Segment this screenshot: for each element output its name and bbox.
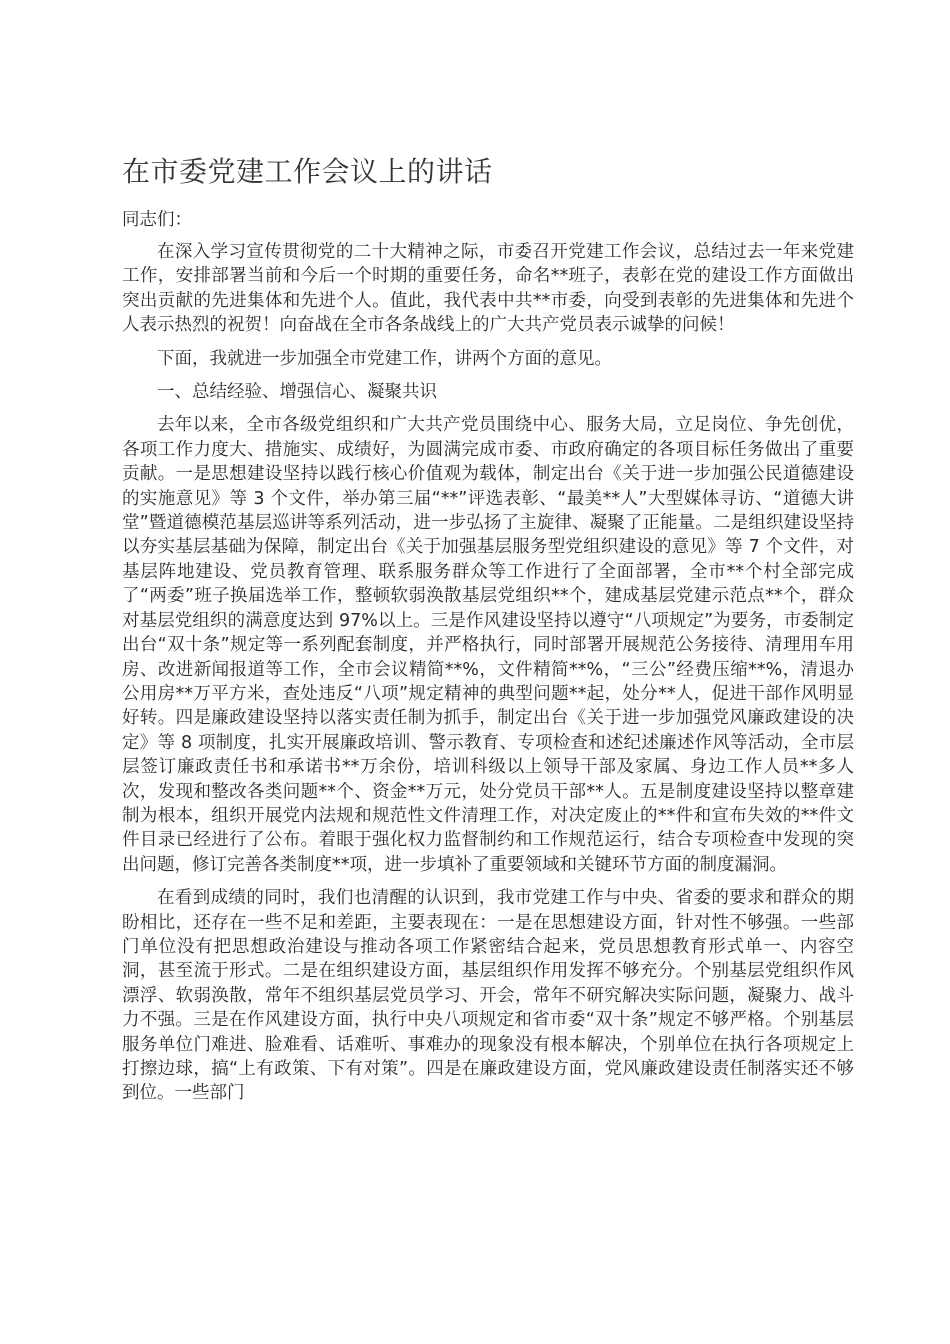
document-page bbox=[122, 150, 854, 1115]
document-title: 在市委党建工作会议上的讲话 bbox=[122, 155, 493, 188]
paragraph-achievements: 去年以来，全市各级党组织和广大共产党员围绕中心、服务大局，立足岗位、争先创优，各项工作力度大、措施实、成绩好，为圆满完成市委、市政府确定的各项目标任务做出了重要贡献。一是思想建设坚持以践行核心价值观为载体，制定出台《关于进一步加强公民道德建设的实施意见》等 3 个文件，举办第三届“**”评选表彰、“最美**人”大型媒体寻访、“道德大讲堂”暨道德模范基层巡讲等系列活动，进一步弘扬了主旋律、凝聚了正能量。二是组织建设坚持以夯实基层基础为保障，制定出台《关于加强基层服务型党组织建设的意见》等 7 个文件，对基层阵地建设、党员教育管理、联系服务群众等工作进行了全面部署，全市**个村全部完成了“两委”班子换届选举工作，整顿软弱涣散基层党组织**个，建成基层党建示范点**个，群众对基层党组织的满意度达到 97%以上。三是作风建设坚持以遵守“八项规定”为要务，市委制定出台“双十条”规定等一系列配套制度，并严格执行，同时部署开展规范公务接待、清理用车用房、改进新闻报道等工作，全市会议精简**%，文件精简**%，“三公”经费压缩**%，清退办公用房**万平方米，查处违反“八项”规定精神的典型问题**起，处分**人，促进干部作风明显好转。四是廉政建设坚持以落实责任制为抓手，制定出台《关于进一步加强党风廉政建设的决定》等 8 项制度，扎实开展廉政培训、警示教育、专项检查和述纪述廉述作风等活动，全市层层签订廉政责任书和承诺书**万余份，培训科级以上领导干部及家属、身边工作人员**多人次，发现和整改各类问题**个、资金**万元，处分党员干部**人。五是制度建设坚持以整章建制为根本，组织开展党内法规和规范性文件清理工作，对决定废止的**件和宣布失效的**件文件目录已经进行了公布。着眼于强化权力监督制约和工作规范运行，结合专项检查中发现的突出问题，修订完善各类制度**项，进一步填补了重要领域和关键环节方面的制度漏洞。 bbox=[122, 415, 854, 875]
paragraph-shortcomings: 在看到成绩的同时，我们也清醒的认识到，我市党建工作与中央、省委的要求和群众的期盼相比，还存在一些不足和差距，主要表现在：一是在思想建设方面，针对性不够强。一些部门单位没有把思想政治建设与推动各项工作紧密结合起来，党员思想教育形式单一、内容空洞，甚至流于形式。二是在组织建设方面，基层组织作用发挥不够充分。个别基层党组织作风漂浮、软弱涣散，常年不组织基层党员学习、开会，常年不研究解决实际问题，凝聚力、战斗力不强。三是在作风建设方面，执行中央八项规定和省市委“双十条”规定不够严格。个别基层服务单位门难进、脸难看、话难听、事难办的现象没有根本解决，个别单位在执行各项规定上打擦边球，搞“上有政策、下有对策”。四是在廉政建设方面，党风廉政建设责任制落实还不够到位。一些部门 bbox=[122, 888, 854, 1104]
section-heading: 一、总结经验、增强信心、凝聚共识 bbox=[157, 382, 437, 403]
paragraph-outline: 下面，我就进一步加强全市党建工作，讲两个方面的意见。 bbox=[157, 348, 612, 369]
salutation: 同志们： bbox=[122, 210, 192, 230]
paragraph-intro: 在深入学习宣传贯彻党的二十大精神之际，市委召开党建工作会议，总结过去一年来党建工作，安排部署当前和今后一个时期的重要任务，命名**班子，表彰在党的建设工作方面做出突出贡献的先进集体和先进个人。值此，我代表中共**市委，向受到表彰的先进集体和先进个人表示热烈的祝贺！向奋战在全市各条战线上的广大共产党员表示诚挚的问候！ bbox=[122, 242, 854, 336]
